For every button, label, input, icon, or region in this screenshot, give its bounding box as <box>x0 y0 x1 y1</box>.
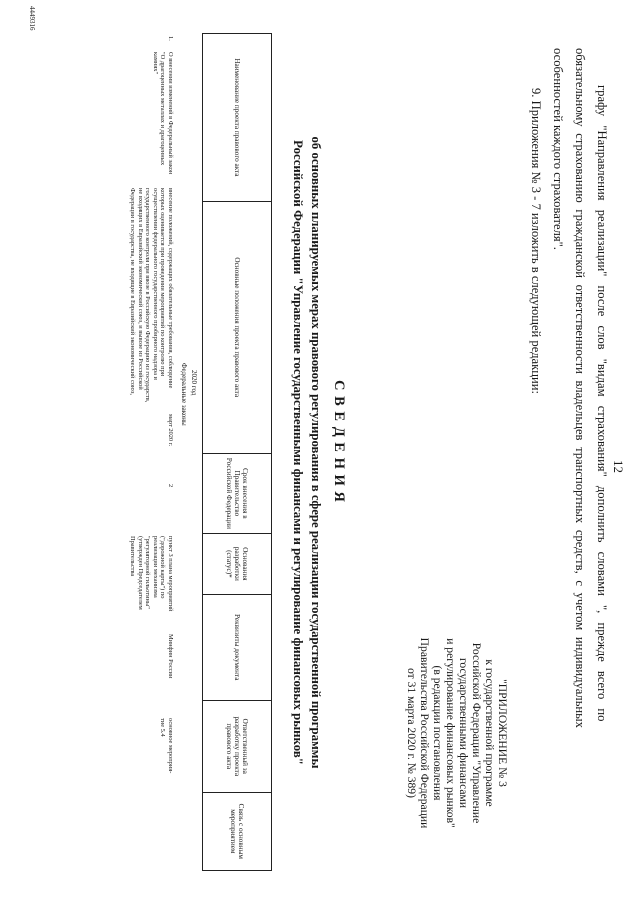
row-provisions: внесение положений, содержащих обязательные требования, соблюдение которых оценивается при проведении мероприятий по контролю при осуществлении федерального государственного пробирного надзора и государственного контроля при ввозе в Российскую Федерацию из государств, не входящих в Евразийский экономический союз, и вывозе из Российской Федерации в государства, не входящие в Евразийский экономический союз, <box>129 188 174 403</box>
header-project-name: Наименование проекта правового акта <box>203 34 272 202</box>
document-title: С В Е Д Е Н И Я <box>331 380 347 503</box>
appendix-line: к государственной программе <box>483 659 496 807</box>
header-requisites: Реквизиты документа <box>203 594 272 700</box>
footer-code: 4449316 <box>28 6 36 31</box>
appendix-line: и регулирование финансовых рынков" <box>444 638 457 828</box>
measures-table-header <box>202 33 272 871</box>
body-line-3: особенностей каждого страхователя". <box>551 48 565 250</box>
header-basis: Основания разработки (статус)* <box>203 534 272 594</box>
page-number: 12 <box>611 460 626 473</box>
document-subtitle-line-2: Российской Федерации "Управление государственными финансами и регулирование финансовых рынков" <box>291 140 305 765</box>
header-main-activity-link: Связь с основным мероприятием <box>203 792 272 870</box>
header-deadline: Срок внесения в Правительство Российской Федерации <box>203 453 272 534</box>
appendix-line: от 31 марта 2020 г. № 389) <box>405 668 418 798</box>
row-responsible: Минфин России <box>167 634 174 679</box>
row-main-activity-link: основное мероприя-тие 5.4 <box>159 718 174 774</box>
row-number: 1. <box>167 36 174 41</box>
appendix-line: государственными финансами <box>457 657 470 809</box>
header-provisions: Основные положения проекта правового акта <box>203 201 272 453</box>
appendix-line: Российской Федерации "Управление <box>470 642 483 824</box>
body-line-2: обязательному страхованию гражданской ответственности владельцев транспортных средств, с учетом индивидуальных <box>573 48 587 728</box>
body-line-4: 9. Приложения № 3 - 7 изложить в следующей редакции: <box>529 88 543 394</box>
body-line-1: графу "Направления реализации" после слов "видам страхования" дополнить словами ", прежде всего по <box>595 85 609 722</box>
year-label: 2020 год <box>190 370 198 396</box>
appendix-heading <box>404 583 508 883</box>
row-basis: 2 <box>167 484 174 488</box>
appendix-line: "ПРИЛОЖЕНИЕ № 3 <box>496 679 509 787</box>
document-subtitle-line-1: об основных планируемых мерах правового регулирования в сфере реализации государственной программы <box>309 136 323 769</box>
appendix-line: (в редакции постановления <box>431 665 444 801</box>
section-label: Федеральные законы <box>180 363 188 426</box>
row-project-name: О внесении изменений в Федеральный закон "О драгоценных металлах и драгоценных камнях" <box>151 52 174 175</box>
header-responsible: Ответственный за разработку проекта правового акта <box>203 700 272 792</box>
appendix-line: Правительства Российской Федерации <box>418 637 431 829</box>
row-deadline: март 2020 г. <box>167 414 174 447</box>
row-requisites: пункт 3 плана мероприятий ("дорожной карты") по реализации механизма "регуляторной гильотины" (утвержден Председателем Правительства <box>129 536 174 612</box>
